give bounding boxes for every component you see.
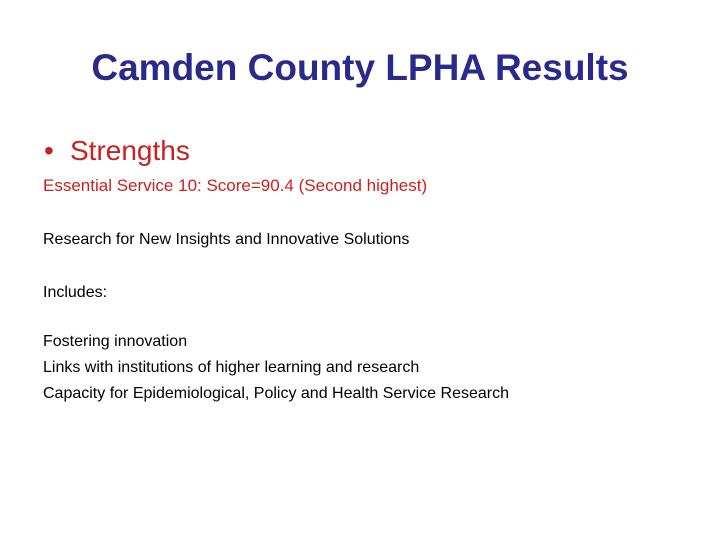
service-description: Research for New Insights and Innovative Solutions: [43, 231, 410, 248]
list-item: Links with institutions of higher learning and research: [43, 359, 420, 376]
bullet-text: Strengths: [70, 135, 190, 166]
includes-label: Includes:: [43, 284, 108, 301]
bullet-marker: •: [44, 135, 54, 166]
bullet-strengths: [44, 134, 190, 168]
list-item: Capacity for Epidemiological, Policy and Health Service Research: [43, 385, 509, 402]
essential-service-heading: Essential Service 10: Score=90.4 (Second highest): [43, 176, 428, 195]
list-item: Fostering innovation: [43, 333, 188, 350]
slide-title: Camden County LPHA Results: [91, 47, 629, 88]
